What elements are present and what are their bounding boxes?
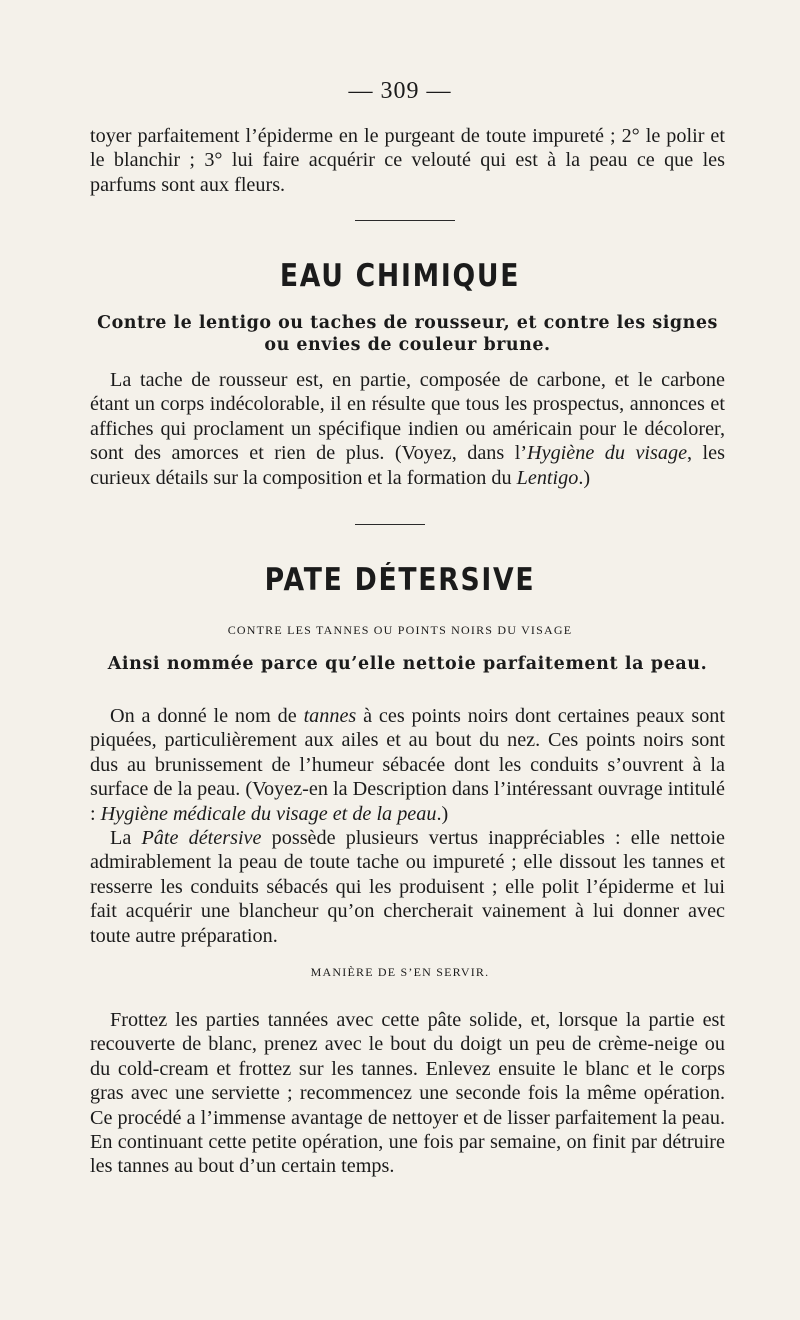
body-text: La tache de rousseur est, en partie, composée de carbone, et le carbone étant un corps indécolorable, il en résulte que tous les prospectus, annonces et affiches qui proclament un spécifique indien ou américain pour le décolorer, sont des amorces et rien de plus. (Voyez, dans l’	[90, 369, 725, 465]
pate-detersive-body	[90, 704, 725, 948]
usage-paragraph: Frottez les parties tannées avec cette pâte solide, et, lorsque la partie est recouverte de blanc, prenez avec le bout du doigt un peu de crème-neige ou du cold-cream et frottez sur les tannes. Enlevez ensuite le blanc et le corps gras avec une serviette ; recommencez une seconde fois la même opération. Ce procédé a l’immense avantage de nettoyer et de lisser parfaitement la peau. En continuant cette petite opération, une fois par semaine, on finit par détruire les tannes au bout d’un certain temps.	[90, 1009, 725, 1178]
section-divider	[355, 524, 425, 525]
book-title-italic: Hygiène médicale du visage et de la peau	[100, 802, 437, 825]
body-text: à ces points noirs dont certaines peaux sont piquées, particulièrement aux ailes et au bout du nez. Ces points noirs sont dus au brunissement de l’humeur sébacée dont les conduits s’ouvrent à la surface de la peau. (Voyez-en la Description dans l’intéressant ouvrage intitulé :	[90, 705, 725, 825]
section-tagline: Ainsi nommée parce qu’elle nettoie parfaitement la peau.	[107, 654, 708, 674]
eau-chimique-body	[90, 368, 725, 490]
intro-text: toyer parfaitement l’épiderme en le purgeant de toute impureté ; 2° le polir et le blanchir ; 3° lui faire acquérir ce velouté qui est à la peau ce que les parfums sont aux fleurs.	[90, 125, 725, 196]
usage-body	[90, 1008, 725, 1179]
book-title-italic: Hygiène du visage	[527, 442, 688, 465]
section-subtitle-pate-detersive: CONTRE LES TANNES OU POINTS NOIRS DU VISAGE	[227, 623, 573, 637]
body-text: La	[110, 827, 142, 850]
section-divider	[355, 220, 455, 221]
section-title-eau-chimique: EAU CHIMIQUE	[279, 258, 521, 294]
pate-paragraph-2	[90, 826, 725, 948]
pate-paragraph-1	[90, 704, 725, 826]
page-number: — 309 —	[348, 78, 452, 104]
eau-chimique-paragraph	[90, 368, 725, 490]
body-text: .)	[578, 466, 591, 489]
section-title-pate-detersive: PATE DÉTERSIVE	[264, 562, 536, 598]
term-italic: Lentigo	[516, 466, 579, 489]
usage-heading: MANIÈRE DE S’EN SERVIR.	[310, 965, 490, 979]
intro-paragraph	[90, 124, 725, 197]
body-text: possède plusieurs vertus inappréciables : elle nettoie admirablement la peau de toute tache ou impureté ; elle dissout les tannes et resserre les conduits sébacés qui les produisent ; elle polit l’épiderme et lui fait acquérir une blancheur qu’on chercherait vainement à lui donner avec toute autre préparation.	[90, 827, 726, 947]
section-subtitle-eau-chimique: Contre le lentigo ou taches de rousseur, et contre les signes ou envies de couleur brune.	[97, 313, 718, 355]
product-name-italic: Pâte détersive	[141, 827, 262, 850]
body-text: .)	[436, 802, 449, 825]
term-italic: tannes	[303, 705, 357, 727]
body-text: , les curieux détails sur la composition et la formation du	[90, 442, 725, 489]
body-text: On a donné le nom de	[110, 705, 304, 727]
